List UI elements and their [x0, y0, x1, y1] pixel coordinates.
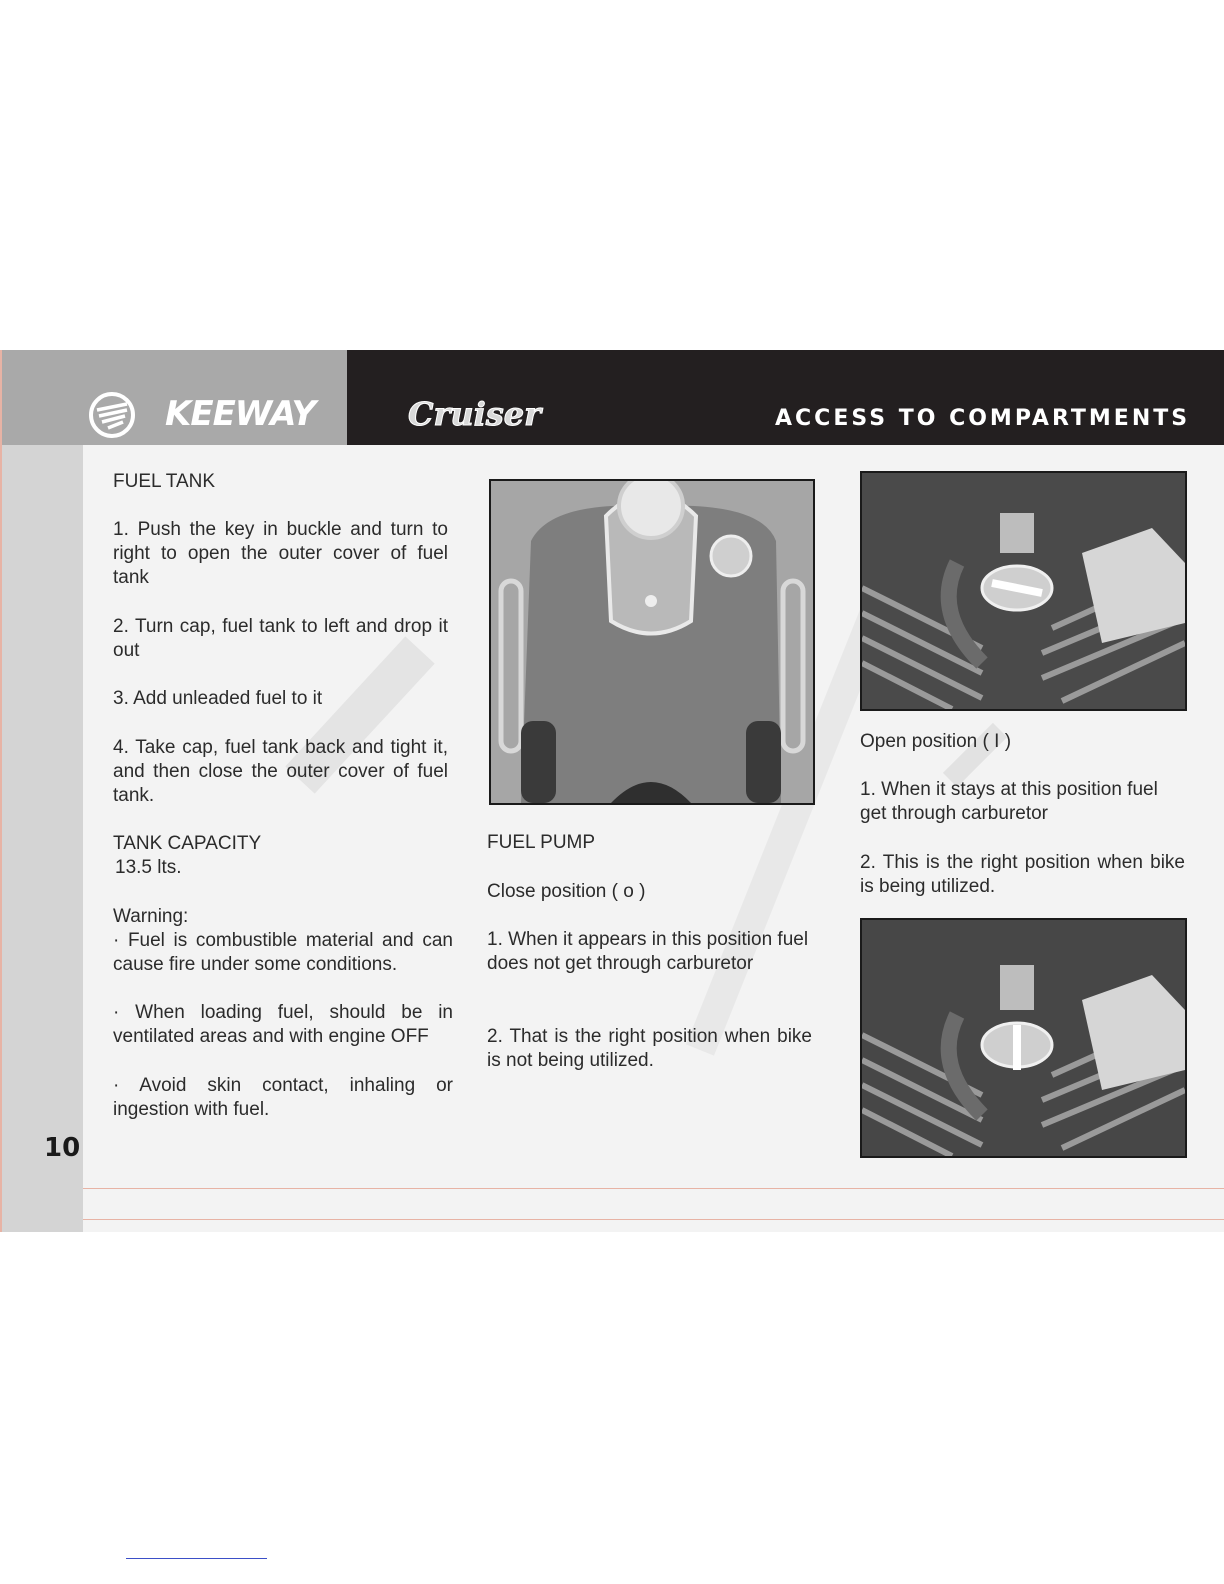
model-logo-text: Cruiser — [408, 395, 541, 433]
manual-page — [0, 350, 1224, 1232]
brand-logo-text: KEEWAY — [165, 394, 316, 434]
fuel-tank-step-1: 1. Push the key in buckle and turn to right to open the outer cover of fuel tank — [113, 519, 448, 588]
fuel-tank-step-4: 4. Take cap, fuel tank back and tight it, and then close the outer cover of fuel tank. — [113, 737, 448, 806]
keeway-logo-icon — [88, 391, 136, 439]
open-position-step-1: 1. When it stays at this position fuel get through carburetor — [860, 779, 1158, 824]
footer-rule-top — [83, 1188, 1224, 1189]
tank-capacity-value: 13.5 lts. — [115, 857, 182, 878]
close-position-step-1: 1. When it appears in this position fuel does not get through carburetor — [487, 929, 809, 974]
fuel-pump-heading: FUEL PUMP — [487, 832, 596, 853]
warning-item-1: · Fuel is combustible material and can cause fire under some conditions. — [113, 930, 453, 975]
close-position-step-2: 2. That is the right position when bike is not being utilized. — [487, 1026, 812, 1071]
footer-rule-bottom — [83, 1219, 1224, 1220]
close-position-label: Close position ( o ) — [487, 881, 646, 902]
close-position-photo — [860, 918, 1187, 1158]
fuel-tank-heading: FUEL TANK — [113, 471, 216, 492]
open-position-label: Open position ( I ) — [860, 731, 1012, 752]
fuel-tank-photo — [489, 479, 815, 805]
section-title: ACCESS TO COMPARTMENTS — [775, 406, 1191, 431]
fuel-tank-step-2: 2. Turn cap, fuel tank to left and drop it out — [113, 616, 448, 661]
fuel-valve-close-illustration — [862, 920, 1185, 1156]
footnote-rule — [126, 1558, 267, 1559]
fuel-tank-step-3: 3. Add unleaded fuel to it — [113, 688, 323, 709]
fuel-tank-illustration — [491, 481, 813, 803]
page-number: 10 — [44, 1133, 81, 1163]
open-position-photo — [860, 471, 1187, 711]
warning-item-2: · When loading fuel, should be in ventilated areas and with engine OFF — [113, 1002, 453, 1047]
warning-item-3: · Avoid skin contact, inhaling or ingestion with fuel. — [113, 1075, 453, 1120]
open-position-step-2: 2. This is the right position when bike is being utilized. — [860, 852, 1185, 897]
margin-strip — [0, 445, 83, 1232]
tank-capacity-label: TANK CAPACITY — [113, 833, 262, 854]
page-edge — [0, 350, 2, 1232]
warning-label: Warning: — [113, 906, 189, 927]
fuel-valve-open-illustration — [862, 473, 1185, 709]
